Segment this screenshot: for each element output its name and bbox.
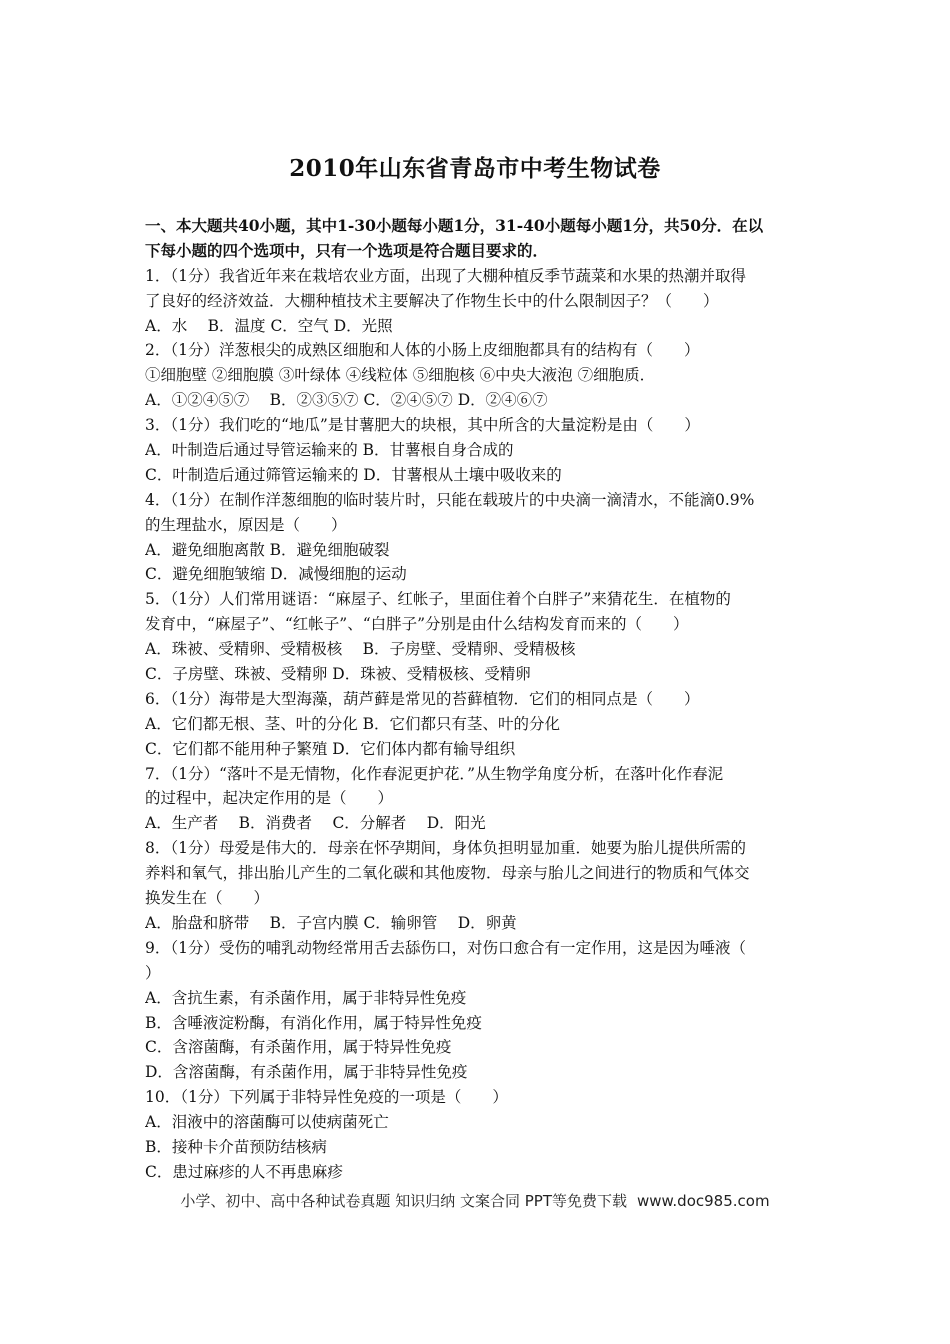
option-line: A．它们都无根、茎、叶的分化 B．它们都只有茎、叶的分化 xyxy=(145,714,561,733)
option-line: A．胎盘和脐带 B．子宫内膜 C．输卵管 D．卵黄 xyxy=(145,913,517,932)
section-heading-line: 下每小题的四个选项中，只有一个选项是符合题目要求的． xyxy=(145,240,549,260)
question-line: 8．（1分）母爱是伟大的．母亲在怀孕期间，身体负担明显加重．她要为胎儿提供所需的 xyxy=(145,839,746,858)
question-line: 的过程中，起决定作用的是（ ） xyxy=(145,789,394,808)
option-line: A．叶制造后通过导管运输来的 B．甘薯根自身合成的 xyxy=(145,441,514,460)
question-line: 的生理盐水，原因是（ ） xyxy=(145,515,347,534)
option-line: A．水 B．温度 C．空气 D．光照 xyxy=(145,316,393,335)
option-line: A．含抗生素，有杀菌作用，属于非特异性免疫 xyxy=(145,988,467,1007)
option-line: C．患过麻疹的人不再患麻疹 xyxy=(145,1162,343,1181)
question-line: 3．（1分）我们吃的“地瓜”是甘薯肥大的块根，其中所含的大量淀粉是由（ ） xyxy=(145,416,700,435)
option-line: C．含溶菌酶，有杀菌作用，属于特异性免疫 xyxy=(145,1038,452,1057)
page-title: 2010年山东省青岛市中考生物试卷 xyxy=(289,155,661,182)
question-line: ①细胞壁 ②细胞膜 ③叶绿体 ④线粒体 ⑤细胞核 ⑥中央大液泡 ⑦细胞质． xyxy=(145,366,656,385)
exam-content xyxy=(145,214,810,1185)
option-line: C．叶制造后通过筛管运输来的 D．甘薯根从土壤中吸收来的 xyxy=(145,465,562,484)
question-line: 5．（1分）人们常用谜语：“麻屋子、红帐子，里面住着个白胖子”来猜花生．在植物的 xyxy=(145,590,731,609)
question-line: 养料和氧气，排出胎儿产生的二氧化碳和其他废物．母亲与胎儿之间进行的物质和气体交 xyxy=(145,864,750,883)
footer-url: www.doc985.com xyxy=(636,1192,770,1210)
option-line: A．珠被、受精卵、受精极核 B．子房壁、受精卵、受精极核 xyxy=(145,640,576,659)
option-line: A．避免细胞离散 B．避免细胞破裂 xyxy=(145,540,390,559)
option-line: A．①②④⑤⑦ B．②③⑤⑦ C．②④⑤⑦ D．②④⑥⑦ xyxy=(145,391,548,410)
question-line: 10．（1分）下列属于非特异性免疫的一项是（ ） xyxy=(145,1088,508,1107)
question-line: 9．（1分）受伤的哺乳动物经常用舌去舔伤口，对伤口愈合有一定作用，这是因为唾液（ xyxy=(145,938,746,957)
question-line: 换发生在（ ） xyxy=(145,889,270,908)
question-line: 2．（1分）洋葱根尖的成熟区细胞和人体的小肠上皮细胞都具有的结构有（ ） xyxy=(145,341,700,360)
option-line: A．泪液中的溶菌酶可以使病菌死亡 xyxy=(145,1113,389,1132)
question-line: 7．（1分）“落叶不是无情物，化作春泥更护花．”从生物学角度分析，在落叶化作春泥 xyxy=(145,764,724,783)
section-heading-line: 一、本大题共40小题，其中1-30小题每小题1分，31-40小题每小题1分，共50分．在以 xyxy=(145,216,764,235)
footer-text: 小学、初中、高中各种试卷真题 知识归纳 文案合同 PPT等免费下载 xyxy=(180,1192,627,1210)
option-line: B．接种卡介苗预防结核病 xyxy=(145,1137,327,1156)
option-line: A．生产者 B．消费者 C．分解者 D．阳光 xyxy=(145,814,486,833)
page-footer xyxy=(0,1190,950,1211)
question-line: 了良好的经济效益．大棚种植技术主要解决了作物生长中的什么限制因子？（ ） xyxy=(145,291,719,310)
question-line: 4．（1分）在制作洋葱细胞的临时装片时，只能在载玻片的中央滴一滴清水，不能滴0.9% xyxy=(145,490,755,509)
question-line: ） xyxy=(145,963,161,982)
question-line: 6．（1分）海带是大型海藻，葫芦藓是常见的苔藓植物．它们的相同点是（ ） xyxy=(145,689,700,708)
option-line: C．避免细胞皱缩 D．减慢细胞的运动 xyxy=(145,565,407,584)
question-line: 发育中，“麻屋子”、“红帐子”、“白胖子”分别是由什么结构发育而来的（ ） xyxy=(145,615,689,634)
option-line: D．含溶菌酶，有杀菌作用，属于非特异性免疫 xyxy=(145,1063,468,1082)
option-line: C．子房壁、珠被、受精卵 D．珠被、受精极核、受精卵 xyxy=(145,665,531,684)
option-line: C．它们都不能用种子繁殖 D．它们体内都有输导组织 xyxy=(145,739,516,758)
question-line: 1．（1分）我省近年来在栽培农业方面，出现了大棚种植反季节蔬菜和水果的热潮并取得 xyxy=(145,266,746,285)
option-line: B．含唾液淀粉酶，有消化作用，属于特异性免疫 xyxy=(145,1013,482,1032)
